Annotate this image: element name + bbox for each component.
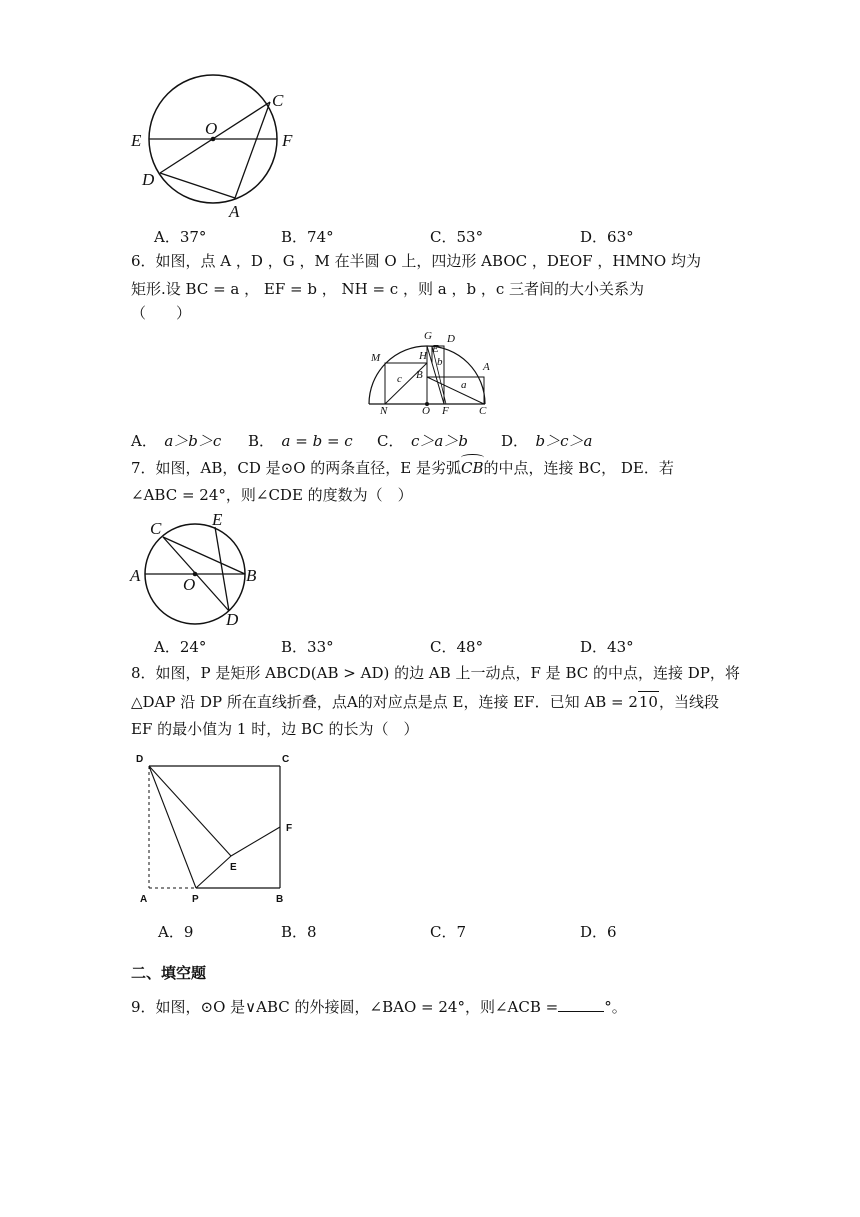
q6-label-C: C (479, 405, 487, 417)
label-D: D (142, 170, 155, 189)
q6-label-N: N (380, 405, 388, 417)
q6-label-O: O (422, 405, 430, 417)
q8-option-b[interactable]: B．8 (281, 923, 317, 941)
q7-option-a[interactable]: A．24° (154, 638, 207, 656)
q8-label-A: A (140, 894, 148, 905)
q6-label-b: b (437, 356, 443, 368)
q6-stem-line3: （ ） (131, 304, 192, 322)
q7-label-A: A (130, 566, 141, 585)
q9-answer-blank[interactable] (558, 997, 604, 1012)
q8-option-a[interactable]: A．9 (158, 923, 194, 941)
q6-label-F: F (442, 405, 449, 417)
q8-label-P: P (192, 894, 199, 905)
arc-CB: CB (461, 459, 484, 477)
label-C: C (272, 91, 284, 110)
q6-label-G: G (424, 330, 432, 342)
q8-label-F: F (286, 823, 293, 834)
q7-label-E: E (212, 510, 223, 529)
q8-option-c[interactable]: C．7 (430, 923, 467, 941)
q6-label-c: c (397, 373, 402, 385)
label-F: F (282, 131, 293, 150)
q8-stem-line3: EF 的最小值为 1 时，边 BC 的长为（ ） (131, 720, 419, 738)
q7-label-B: B (246, 566, 257, 585)
q7-option-c[interactable]: C．48° (430, 638, 484, 656)
q7-option-d[interactable]: D．43° (580, 638, 634, 656)
label-E: E (131, 131, 142, 150)
q6-stem-line2: 矩形.设 BC = a ， EF = b ， NH = c ，则 a ，b ，c 三者间的大小关系为 (131, 280, 644, 298)
q6-option-d[interactable]: D． b＞c＞a (501, 432, 593, 450)
label-O: O (205, 119, 218, 138)
q6-option-b[interactable]: B． a = b = c (248, 432, 353, 450)
q6-label-E: E (432, 343, 439, 355)
q6-label-a: a (461, 379, 467, 391)
q6-label-M: M (371, 352, 381, 364)
q8-option-d[interactable]: D．6 (580, 923, 617, 941)
section-title-fill-in: 二、填空题 (131, 965, 207, 982)
q5-option-c[interactable]: C．53° (430, 228, 484, 246)
q8-label-E: E (230, 862, 237, 873)
q6-option-c[interactable]: C． c＞a＞b (377, 432, 468, 450)
sqrt-radicand: 10 (638, 693, 658, 711)
q7-label-O: O (183, 575, 196, 594)
q7-stem-line1: 7．如图，AB，CD 是⊙O 的两条直径，E 是劣弧CB的中点，连接 BC， DE．若 (131, 459, 674, 477)
q7-label-C: C (150, 519, 162, 538)
q8-label-C: C (282, 754, 290, 765)
q8-stem-line2: △DAP 沿 DP 所在直线折叠，点A的对应点是点 E，连接 EF．已知 AB = 210，当线段 (131, 693, 719, 711)
question-9: 9．如图，⊙O 是∨ABC 的外接圆，∠BAO = 24°，则∠ACB = °。 (131, 998, 627, 1016)
q8-label-D: D (136, 754, 144, 765)
q6-label-D: D (447, 333, 455, 345)
q6-label-A: A (483, 361, 490, 373)
label-A: A (229, 202, 240, 221)
q6-label-B: B (416, 369, 423, 381)
q7-label-D: D (226, 610, 239, 629)
q5-option-a[interactable]: A．37° (154, 228, 207, 246)
q8-stem-line1: 8．如图，P 是矩形 ABCD(AB > AD) 的边 AB 上一动点，F 是 BC 的中点，连接 DP，将 (131, 664, 740, 682)
q7-option-b[interactable]: B．33° (281, 638, 334, 656)
q6-stem-line1: 6．如图，点 A ，D ，G ，M 在半圆 O 上，四边形 ABOC ，DEOF ，HMNO 均为 (131, 252, 701, 270)
q8-label-B: B (276, 894, 284, 905)
q6-option-a[interactable]: A． a＞b＞c (131, 432, 222, 450)
q5-option-d[interactable]: D．63° (580, 228, 634, 246)
q7-stem-line2: ∠ABC = 24°，则∠CDE 的度数为（ ） (131, 486, 413, 504)
q5-option-b[interactable]: B．74° (281, 228, 334, 246)
q6-label-H: H (419, 350, 427, 362)
